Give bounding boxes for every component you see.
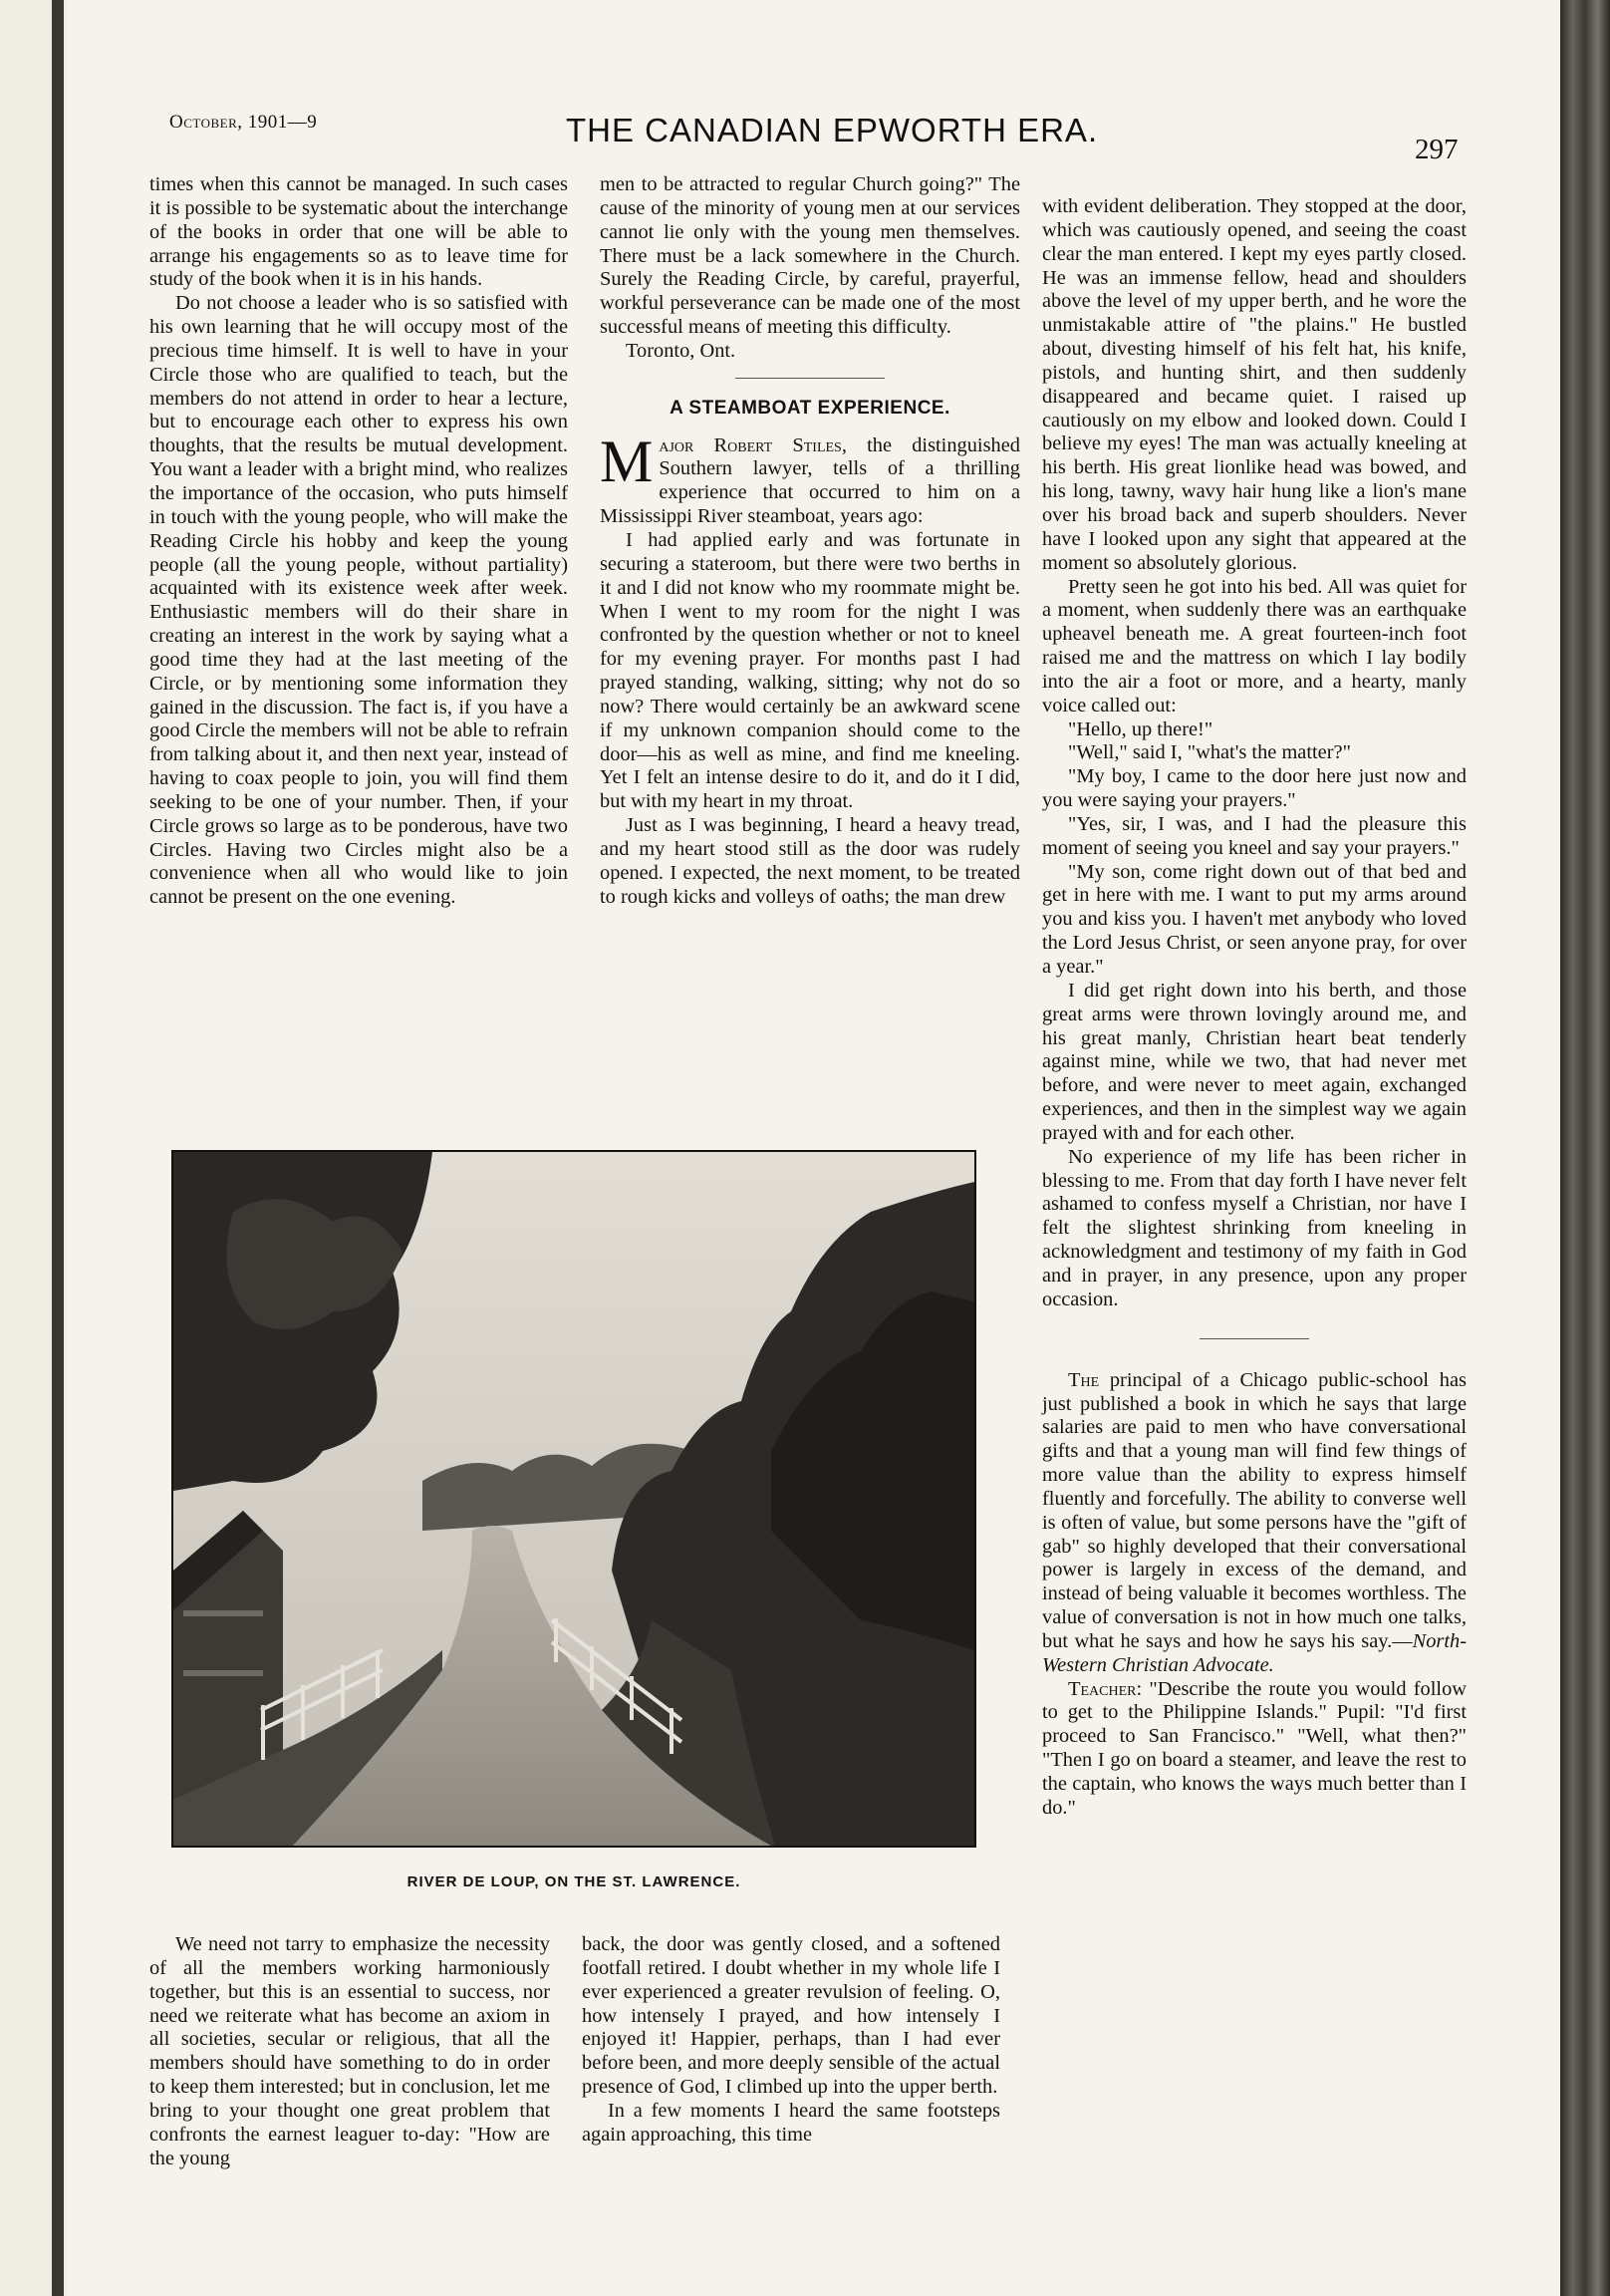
river-photograph <box>171 1150 976 1848</box>
paragraph: with evident deliberation. They stopped at the door, which was cautiously opened, and seeing the coast clear the man entered. I kept my eyes partly closed. He was an immense fellow, head and shoulders above the level of my upper berth, and he wore the unmistakable attire of "the plains." He bustled about, divesting himself of his felt hat, his knife, pistols, and hunting shirt, and then suddenly disappeared and became quiet. I raised up cautiously on my elbow and looked down. Could I believe my eyes! The man was actually kneeling at his berth. His great lionlike head was bowed, and his long, tawny, wavy hair hung like a lion's mane over his broad back and superb shoulders. Never have I looked upon any sight that appeared at the moment so absolutely glorious. <box>1042 195 1467 574</box>
paragraph: "My boy, I came to the door here just now and you were saying your prayers." <box>1042 765 1467 812</box>
paragraph <box>1042 1369 1467 1678</box>
paragraph: "Yes, sir, I was, and I had the pleasure this moment of seeing you kneel and say your prayers." <box>1042 812 1467 859</box>
paragraph: times when this cannot be managed. In such cases it is possible to be systematic about the interchange of the books in order that one will be able to arrange his engagements so as to leave time for study of the book when it is in his hands. <box>149 173 568 291</box>
signoff: Toronto, Ont. <box>626 339 736 362</box>
column-1-top <box>149 173 568 910</box>
paragraph: "Well," said I, "what's the matter?" <box>1068 741 1351 764</box>
paragraph: men to be attracted to regular Church going?" The cause of the minority of young men at our services cannot lie only with the young men themselves. There must be a lack somewhere in the Church. Surely the Reading Circle, by careful, prayerful, workful perseverance can be made one of the most successful means of meeting this difficulty. <box>600 173 1020 339</box>
book-spine <box>1560 0 1610 2296</box>
article-heading: A STEAMBOAT EXPERIENCE. <box>670 397 950 419</box>
paragraph: I had applied early and was fortunate in securing a stateroom, but there were two berths in it and I did not know who my roommate might be. When I went to my room for the night I was confronted by the question whether or not to kneel for my evening prayer. For months past I had prayed standing, walking, sitting; why not do so now? There would certainly be an awkward scene if my unknown companion should come to the door—his as well as mine, and find me kneeling. Yet I felt an intense desire to do it, and do it I did, but with my heart in my throat. <box>600 528 1020 813</box>
page-gutter <box>52 0 64 2296</box>
section-divider <box>1200 1338 1309 1339</box>
page-number: 297 <box>1415 134 1459 165</box>
column-3 <box>1042 195 1467 1821</box>
publication-title: THE CANADIAN EPWORTH ERA. <box>566 112 1099 148</box>
photo-caption: RIVER DE LOUP, ON THE ST. LAWRENCE. <box>406 1873 741 1890</box>
paragraph-text: principal of a Chicago public-school has just published a book in which he says that large salaries are paid to men who have conversational gifts and that a young man will find few things of more value than the ability to express himself fluently and forcefully. The ability to converse well is often of value, but some persons have the "gift of gab" so highly developed that their conversational power is largely in excess of the demand, and instead of being valuable it becomes worthless. The value of conversation is not in how much one talks, but what he says and how he says his say.— <box>1042 1368 1467 1652</box>
photo-illustration <box>173 1152 974 1846</box>
paragraph: "My son, come right down out of that bed and get in here with me. I want to put my arms around you and kiss you. I haven't met anybody who loved the Lord Jesus Christ, or seen anyone pray, for over a year." <box>1042 860 1467 978</box>
speaker-label: Teacher: <box>1068 1677 1143 1700</box>
paragraph <box>1042 1678 1467 1821</box>
previous-page-edge <box>0 0 68 2296</box>
column-1-bottom <box>149 1933 550 2170</box>
paragraph <box>600 428 1020 529</box>
drop-cap: M <box>600 428 654 494</box>
column-2-top <box>600 173 1020 909</box>
paragraph: In a few moments I heard the same footsteps again approaching, this time <box>582 2099 1000 2146</box>
paragraph: Do not choose a leader who is so satisfied with his own learning that he will occupy most of the precious time himself. It is well to have in your Circle those who are qualified to teach, but the members do not attend in order to hear a lecture, but to encourage each other to express his own thoughts, that the results be mutual development. You want a leader with a bright mind, who realizes the importance of the occasion, who puts himself in touch with the young people, who will make the Reading Circle his hobby and keep the young people (all the young people, without partiality) acquainted with its existence week after week. Enthusiastic members will do their share in creating an interest in the work by saying what a good time they had at the last meeting of the Circle, or by mentioning some information they gained in the discussion. The fact is, if you have a good Circle the members will not be able to refrain from talking about it, and then next year, instead of having to coax people to join, you will find them seeking to be one of your number. Then, if your Circle grows so large as to be ponderous, have two Circles. Having two Circles might also be a convenience when all who would like to join cannot be present on the one evening. <box>149 292 568 909</box>
paragraph: Just as I was beginning, I heard a heavy tread, and my heart stood still as the door was rudely opened. I expected, the next moment, to be treated to rough kicks and volleys of oaths; the man drew <box>600 814 1020 908</box>
paragraph: We need not tarry to emphasize the necessity of all the members working harmoniously together, but this is an essential to success, nor need we reiterate what has become an axiom in all societies, secular or religious, that all the members should have something to do in order to keep them interested; but in conclusion, let me bring to your thought one great problem that confronts the earnest leaguer to-day: "How are the young <box>149 1933 550 2169</box>
lead-in: ajor Robert Stiles, <box>659 433 847 456</box>
lead-in: The <box>1068 1368 1100 1391</box>
paragraph-text: "Describe the route you would follow to get to the Philippine Islands." Pupil: "I'd first proceed to San Francisco." "Well, what then?" "Then I go on board a steamer, and leave the rest to the captain, who knows the ways much better than I do." <box>1042 1677 1467 1819</box>
paragraph: I did get right down into his berth, and those great arms were thrown lovingly around me, and his great manly, Christian heart beat tenderly against mine, while we two, that had never met before, and were never to meet again, exchanged experiences, and then in the simplest way we again prayed with and for each other. <box>1042 979 1467 1144</box>
paragraph-text: the distinguished Southern lawyer, tells of a thrilling experience that occurred to him on a Mississippi River steamboat, years ago: <box>600 433 1020 528</box>
column-2-bottom <box>582 1933 1000 2148</box>
paragraph: back, the door was gently closed, and a softened footfall retired. I doubt whether in my whole life I ever experienced a greater revulsion of feeling. O, how intensely I prayed, and how intensely I enjoyed it! Happier, perhaps, than I had ever before been, and more deeply sensible of the actual presence of God, I climbed up into the upper berth. <box>582 1933 1000 2099</box>
paragraph: No experience of my life has been richer in blessing to me. From that day forth I have never felt ashamed to confess myself a Christian, nor have I felt the slightest shrinking from kneeling in acknowledgment and testimony of my faith in God and in prayer, in any presence, upon any proper occasion. <box>1042 1145 1467 1310</box>
paragraph: Pretty seen he got into his bed. All was quiet for a moment, when suddenly there was an earthquake upheavel beneath me. A great fourteen-inch foot raised me and the mattress on which I lay bodily into the air a foot or more, and a hearty, manly voice called out: <box>1042 575 1467 717</box>
section-divider <box>735 378 885 379</box>
source-citation: North-Western Christian Advocate. <box>1042 1629 1467 1676</box>
issue-date: October, 1901—9 <box>169 112 318 133</box>
paragraph: "Hello, up there!" <box>1068 718 1213 740</box>
